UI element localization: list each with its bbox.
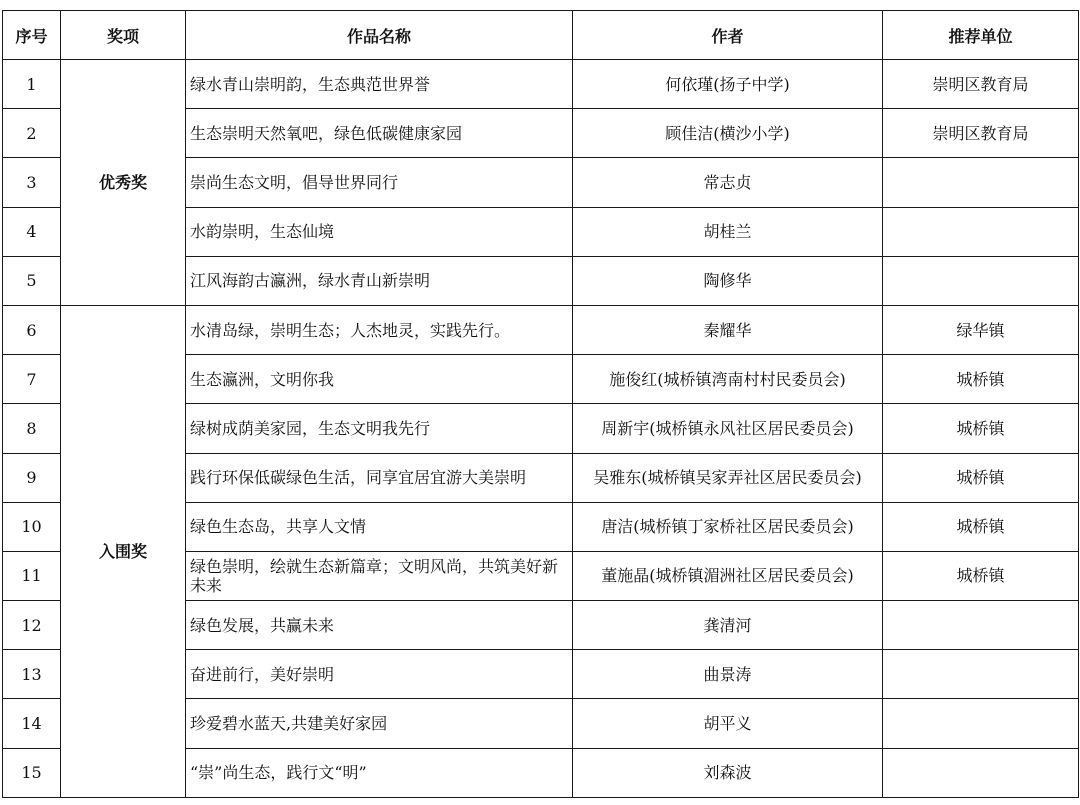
table-header [3,11,1079,60]
recommending-unit [883,699,1079,748]
col-header-author: 作者 [573,11,883,60]
work-title: 绿色发展，共赢未来 [186,601,573,650]
author-name: 陶修华 [573,256,883,305]
awards-table [2,10,1079,798]
col-header-unit: 推荐单位 [883,11,1079,60]
work-title: 绿色崇明，绘就生态新篇章；文明风尚，共筑美好新未来 [186,551,573,600]
row-number: 7 [3,355,61,404]
row-number: 10 [3,502,61,551]
header-row [3,11,1079,60]
row-number: 9 [3,453,61,502]
row-number: 6 [3,305,61,354]
row-number: 8 [3,404,61,453]
recommending-unit [883,158,1079,207]
author-name: 刘森波 [573,748,883,797]
row-number: 5 [3,256,61,305]
author-name: 胡平义 [573,699,883,748]
recommending-unit: 城桥镇 [883,453,1079,502]
award-level: 入围奖 [61,305,186,797]
work-title: “崇”尚生态，践行文“明” [186,748,573,797]
table-body [3,60,1079,798]
col-header-award: 奖项 [61,11,186,60]
author-name: 胡桂兰 [573,207,883,256]
author-name: 何依瑾(扬子中学) [573,60,883,109]
recommending-unit: 崇明区教育局 [883,60,1079,109]
recommending-unit: 城桥镇 [883,404,1079,453]
author-name: 顾佳洁(横沙小学) [573,109,883,158]
work-title: 绿树成荫美家园，生态文明我先行 [186,404,573,453]
work-title: 崇尚生态文明，倡导世界同行 [186,158,573,207]
table-row [3,60,1079,109]
row-number: 2 [3,109,61,158]
recommending-unit: 绿华镇 [883,305,1079,354]
work-title: 江风海韵古瀛洲，绿水青山新崇明 [186,256,573,305]
recommending-unit: 城桥镇 [883,355,1079,404]
award-level: 优秀奖 [61,60,186,306]
author-name: 秦耀华 [573,305,883,354]
recommending-unit [883,601,1079,650]
recommending-unit: 崇明区教育局 [883,109,1079,158]
work-title: 绿水青山崇明韵，生态典范世界誉 [186,60,573,109]
author-name: 吴雅东(城桥镇吴家弄社区居民委员会) [573,453,883,502]
author-name: 唐洁(城桥镇丁家桥社区居民委员会) [573,502,883,551]
work-title: 奋进前行，美好崇明 [186,650,573,699]
row-number: 12 [3,601,61,650]
row-number: 1 [3,60,61,109]
row-number: 15 [3,748,61,797]
author-name: 施俊红(城桥镇湾南村村民委员会) [573,355,883,404]
work-title: 水韵崇明，生态仙境 [186,207,573,256]
col-header-number: 序号 [3,11,61,60]
author-name: 董施晶(城桥镇湄洲社区居民委员会) [573,551,883,600]
author-name: 周新宇(城桥镇永风社区居民委员会) [573,404,883,453]
row-number: 13 [3,650,61,699]
work-title: 珍爱碧水蓝天,共建美好家园 [186,699,573,748]
recommending-unit: 城桥镇 [883,551,1079,600]
recommending-unit [883,650,1079,699]
row-number: 3 [3,158,61,207]
recommending-unit [883,207,1079,256]
row-number: 14 [3,699,61,748]
work-title: 生态瀛洲，文明你我 [186,355,573,404]
work-title: 水清岛绿，崇明生态；人杰地灵，实践先行。 [186,305,573,354]
col-header-title: 作品名称 [186,11,573,60]
row-number: 11 [3,551,61,600]
author-name: 龚清河 [573,601,883,650]
author-name: 曲景涛 [573,650,883,699]
recommending-unit: 城桥镇 [883,502,1079,551]
recommending-unit [883,256,1079,305]
table-row [3,305,1079,354]
recommending-unit [883,748,1079,797]
work-title: 绿色生态岛，共享人文情 [186,502,573,551]
work-title: 践行环保低碳绿色生活，同享宜居宜游大美崇明 [186,453,573,502]
row-number: 4 [3,207,61,256]
work-title: 生态崇明天然氧吧，绿色低碳健康家园 [186,109,573,158]
author-name: 常志贞 [573,158,883,207]
